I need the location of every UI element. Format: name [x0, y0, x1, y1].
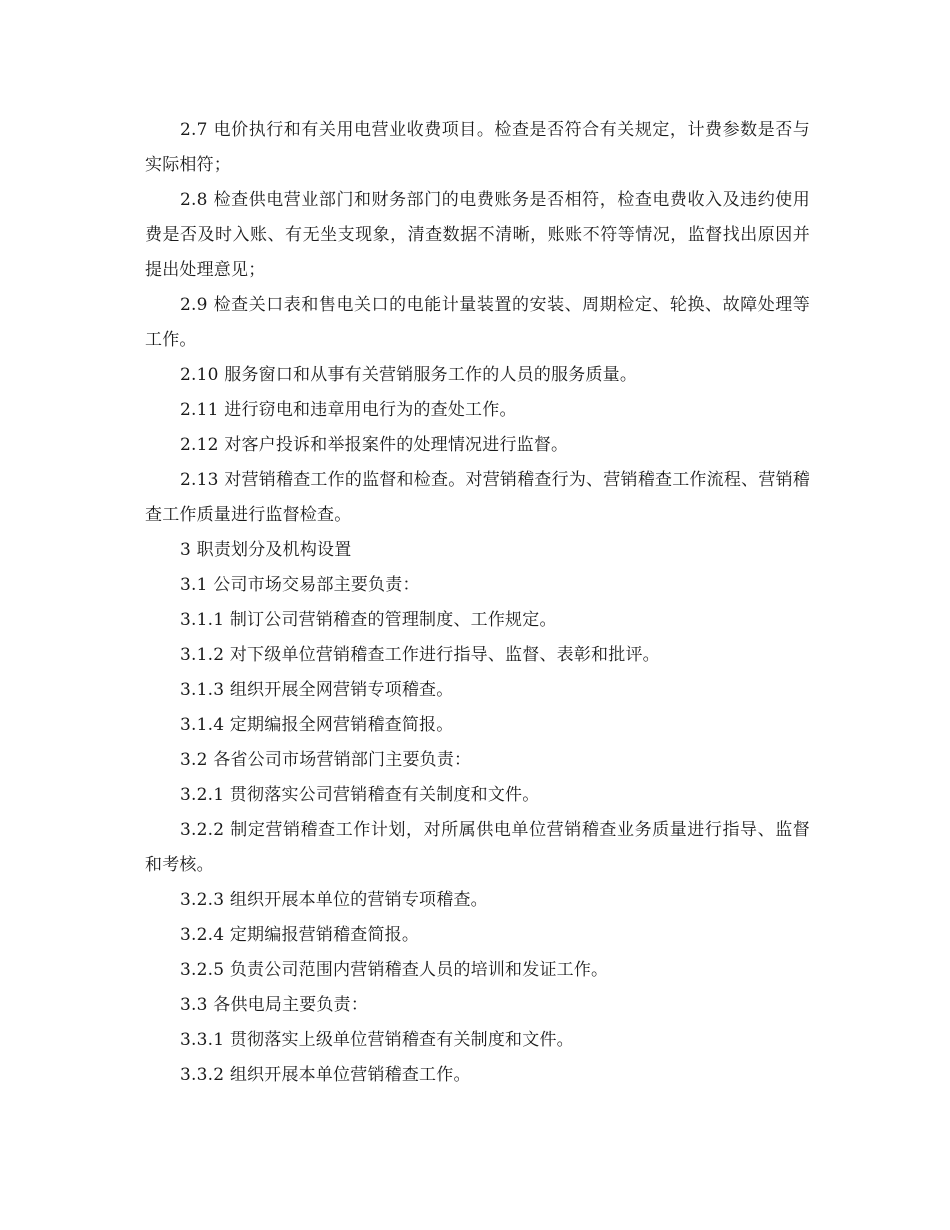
paragraph-2-11: 2.11 进行窃电和违章用电行为的查处工作。	[180, 400, 517, 420]
paragraph-2-12: 2.12 对客户投诉和举报案件的处理情况进行监督。	[180, 435, 569, 455]
paragraph-3-3: 3.3 各供电局主要负责：	[180, 995, 369, 1015]
paragraph-3-2-4: 3.2.4 定期编报营销稽查简报。	[180, 925, 420, 945]
paragraph-2-13: 2.13 对营销稽查工作的监督和检查。对营销稽查行为、营销稽查工作流程、营销稽查工作质量进行监督检查。	[145, 470, 810, 525]
paragraph-2-9: 2.9 检查关口表和售电关口的电能计量装置的安装、周期检定、轮换、故障处理等工作。	[145, 295, 810, 350]
paragraph-3-2-1: 3.2.1 贯彻落实公司营销稽查有关制度和文件。	[180, 785, 540, 805]
paragraph-3-2-5: 3.2.5 负责公司范围内营销稽查人员的培训和发证工作。	[180, 960, 609, 980]
paragraph-3-1-3: 3.1.3 组织开展全网营销专项稽查。	[180, 680, 454, 700]
paragraph-2-10: 2.10 服务窗口和从事有关营销服务工作的人员的服务质量。	[180, 365, 638, 385]
paragraph-3-1-4: 3.1.4 定期编报全网营销稽查简报。	[180, 715, 454, 735]
paragraph-3-1-1: 3.1.1 制订公司营销稽查的管理制度、工作规定。	[180, 610, 557, 630]
paragraph-3-3-1: 3.3.1 贯彻落实上级单位营销稽查有关制度和文件。	[180, 1030, 574, 1050]
paragraph-3-1-2: 3.1.2 对下级单位营销稽查工作进行指导、监督、表彰和批评。	[180, 645, 660, 665]
paragraph-3-2-3: 3.2.3 组织开展本单位的营销专项稽查。	[180, 890, 488, 910]
document-body	[145, 113, 810, 1093]
paragraph-3-2: 3.2 各省公司市场营销部门主要负责：	[180, 750, 472, 770]
paragraph-2-8: 2.8 检查供电营业部门和财务部门的电费账务是否相符，检查电费收入及违约使用费是否及时入账、有无坐支现象，清查数据不清晰，账账不符等情况，监督找出原因并提出处理意见；	[145, 190, 810, 280]
section-heading-3: 3 职责划分及机构设置	[180, 540, 352, 560]
paragraph-3-3-2: 3.3.2 组织开展本单位营销稽查工作。	[180, 1065, 471, 1085]
paragraph-2-7: 2.7 电价执行和有关用电营业收费项目。检查是否符合有关规定，计费参数是否与实际相符；	[145, 120, 810, 175]
paragraph-3-2-2: 3.2.2 制定营销稽查工作计划，对所属供电单位营销稽查业务质量进行指导、监督和考核。	[145, 820, 810, 875]
paragraph-3-1: 3.1 公司市场交易部主要负责：	[180, 575, 420, 595]
